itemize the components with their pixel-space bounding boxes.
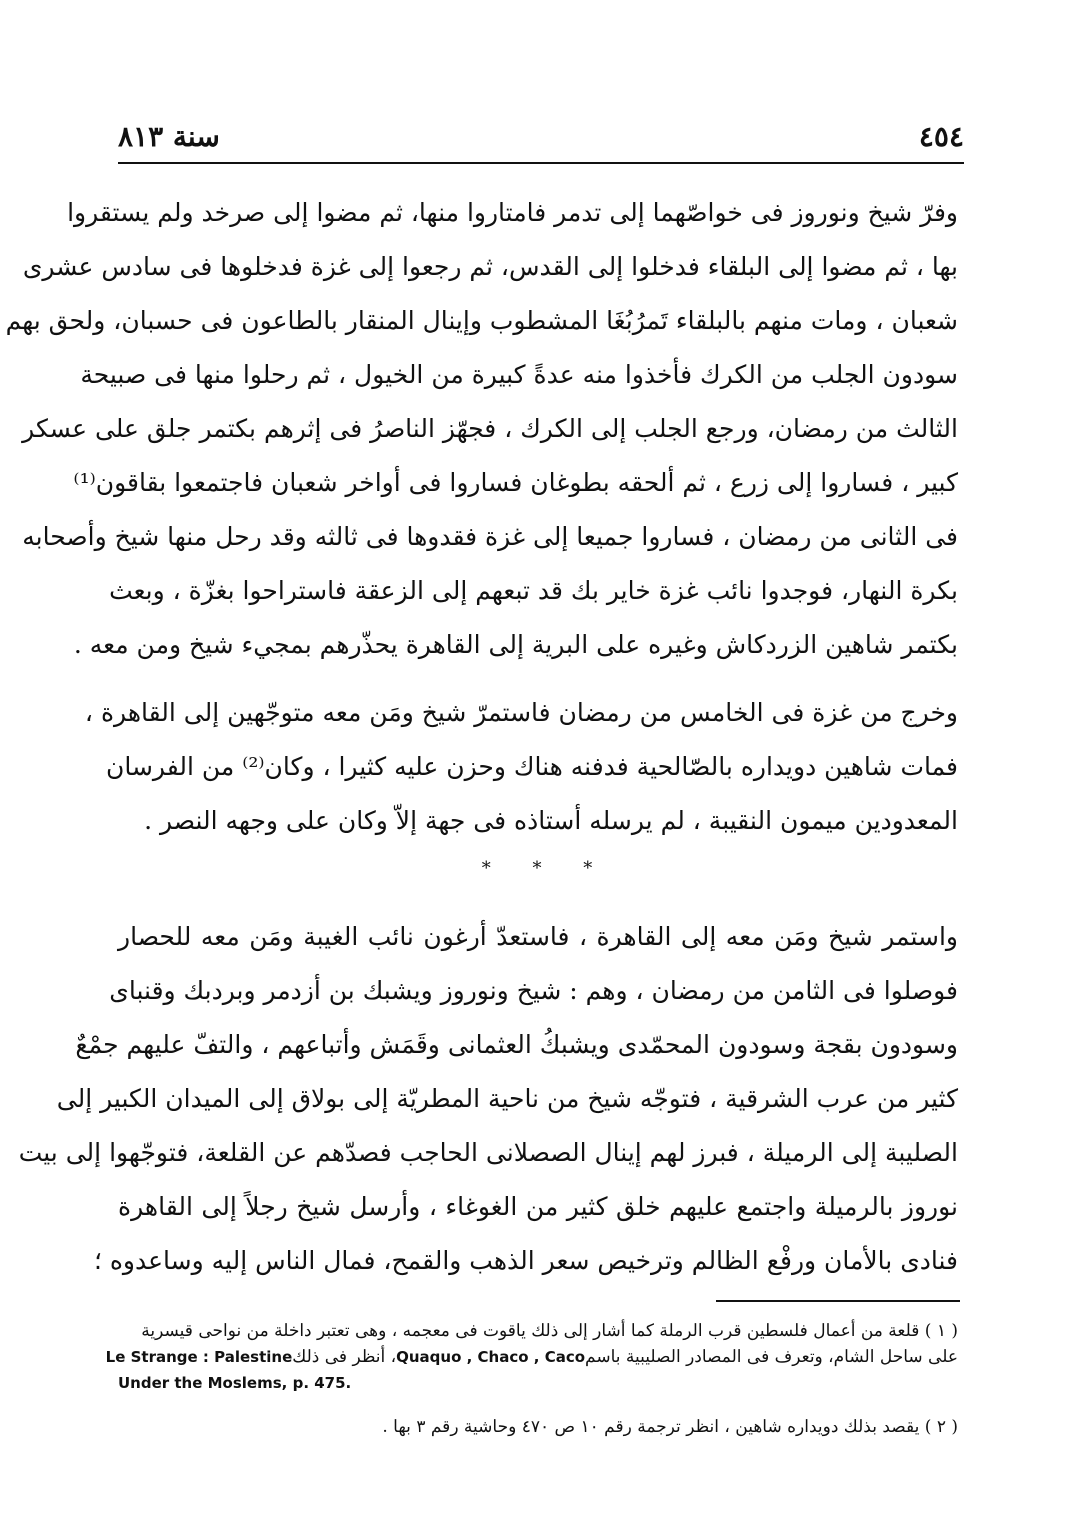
text-line: وخرج من غزة فى الخامس من رمضان فاستمرّ شيخ ومَن معه متوجّهين إلى القاهرة ، (84, 698, 958, 727)
text-line: سودون الجلب من الكرك فأخذوا منه عدةً كبيرة من الخيول ، ثم رحلوا منها فى صبيحة (80, 360, 958, 389)
footnote-1-line (105, 1344, 958, 1370)
text-line: الصليبة إلى الرميلة ، فبرز لهم إينال الصصلانى الحاجب فصدّهم عن القلعة، فتوجّهوا إلى بيت (18, 1138, 958, 1167)
section-separator: * * * (481, 858, 611, 879)
text-line: فمات شاهين دويداره بالصّالحية فدفنه هناك وحزن عليه كثيرا ، وكان⁽²⁾ من الفرسان (106, 752, 958, 781)
text-line: فوصلوا فى الثامن من رمضان ، وهم : شيخ ونوروز ويشبك بن أزدمر وبردبك وقنباى (109, 976, 958, 1005)
text-line: وسودون بقجة وسودون المحمّدى ويشبكُ العثمانى وقَمَش وأتباعهم ، والتفّ عليهم جمْعٌ (75, 1030, 958, 1059)
footnote-rule (716, 1300, 960, 1302)
paragraph-2 (84, 686, 958, 848)
main-text-top (5, 186, 958, 848)
main-text-bottom (18, 910, 958, 1288)
footnote-latin-text: Le Strange : Palestine (105, 1348, 293, 1366)
text-line: بها ، ثم مضوا إلى البلقاء فدخلوا إلى القدس، ثم رجعوا إلى غزة فدخلوها فى سادس عشرى (22, 252, 958, 281)
paragraph-3 (18, 910, 958, 1288)
running-head-year: سنة ٨١٣ (118, 120, 220, 153)
text-line: الثالث من رمضان، ورجع الجلب إلى الكرك ، فجهّز الناصرُ فى إثرهم بكتمر جلق على عسكر (22, 414, 958, 443)
footnotes (105, 1318, 958, 1440)
paragraph-1 (5, 186, 958, 672)
page-number: ٤٥٤ (918, 120, 964, 153)
text-line: وفرّ شيخ ونوروز فى خواصّهما إلى تدمر فامتاروا منها، ثم مضوا إلى صرخد ولم يستقروا (67, 198, 958, 227)
footnote-1-line: ( ١ ) قلعة من أعمال فلسطين قرب الرملة كما أشار إلى ذلك ياقوت فى معجمه ، وهى تعتبر داخلة من نواحى قيسرية (141, 1321, 958, 1341)
text-line: كبير ، فساروا إلى زرع ، ثم ألحقه بطوغان فساروا فى أواخر شعبان فاجتمعوا بقاقون⁽¹⁾ (73, 468, 958, 497)
footnote-text: ، أنظر فى ذلك (292, 1347, 397, 1367)
footnote-1-line: Under the Moslems, p. 475. (118, 1374, 352, 1392)
page-header (118, 118, 964, 164)
text-line: فى الثانى من رمضان ، فساروا جميعا إلى غزة فقدوها فى ثالثه وقد رحل منها شيخ وأصحابه (22, 522, 958, 551)
footnote-latin-text: Quaquo , Chaco , Caco (396, 1348, 586, 1366)
text-line: فنادى بالأمان ورفْع الظالم وترخيص سعر الذهب والقمح، فمال الناس إليه وساعدوه ؛ (93, 1246, 958, 1275)
text-line: شعبان ، ومات منهم بالبلقاء تَمرُبُغَا المشطوب وإينال المنقار بالطاعون فى حسبان، ولحق بهم (5, 306, 958, 335)
text-line: المعدودين ميمون النقيبة ، لم يرسله أستاذه فى جهة إلاّ وكان على وجهه النصر . (144, 806, 958, 835)
text-line: كثير من عرب الشرقية ، فتوجّه شيخ من ناحية المطريّة إلى بولاق إلى الميدان الكبير إلى (56, 1084, 958, 1113)
text-line: بكرة النهار، فوجدوا نائب غزة خاير بك قد تبعهم إلى الزعقة فاستراحوا بغزّة ، وبعث (109, 576, 958, 605)
text-line: بكتمر شاهين الزردكاش وغيره على البرية إلى القاهرة يحذّرهم بمجيء شيخ ومن معه . (73, 630, 958, 659)
footnote-2-line: ( ٢ ) يقصد بذلك دويداره شاهين ، انظر ترجمة رقم ١٠ ص ٤٧٠ وحاشية رقم ٣ بها . (382, 1417, 958, 1437)
text-line: نوروز بالرميلة واجتمع عليهم خلق كثير من الغوغاء ، وأرسل شيخ رجلاً إلى القاهرة (118, 1192, 958, 1221)
footnote-text: على ساحل الشام، وتعرف فى المصادر الصليبية باسم (585, 1347, 958, 1367)
text-line: واستمر شيخ ومَن معه إلى القاهرة ، فاستعدّ أرغون نائب الغيبة ومَن معه للحصار (118, 922, 958, 951)
